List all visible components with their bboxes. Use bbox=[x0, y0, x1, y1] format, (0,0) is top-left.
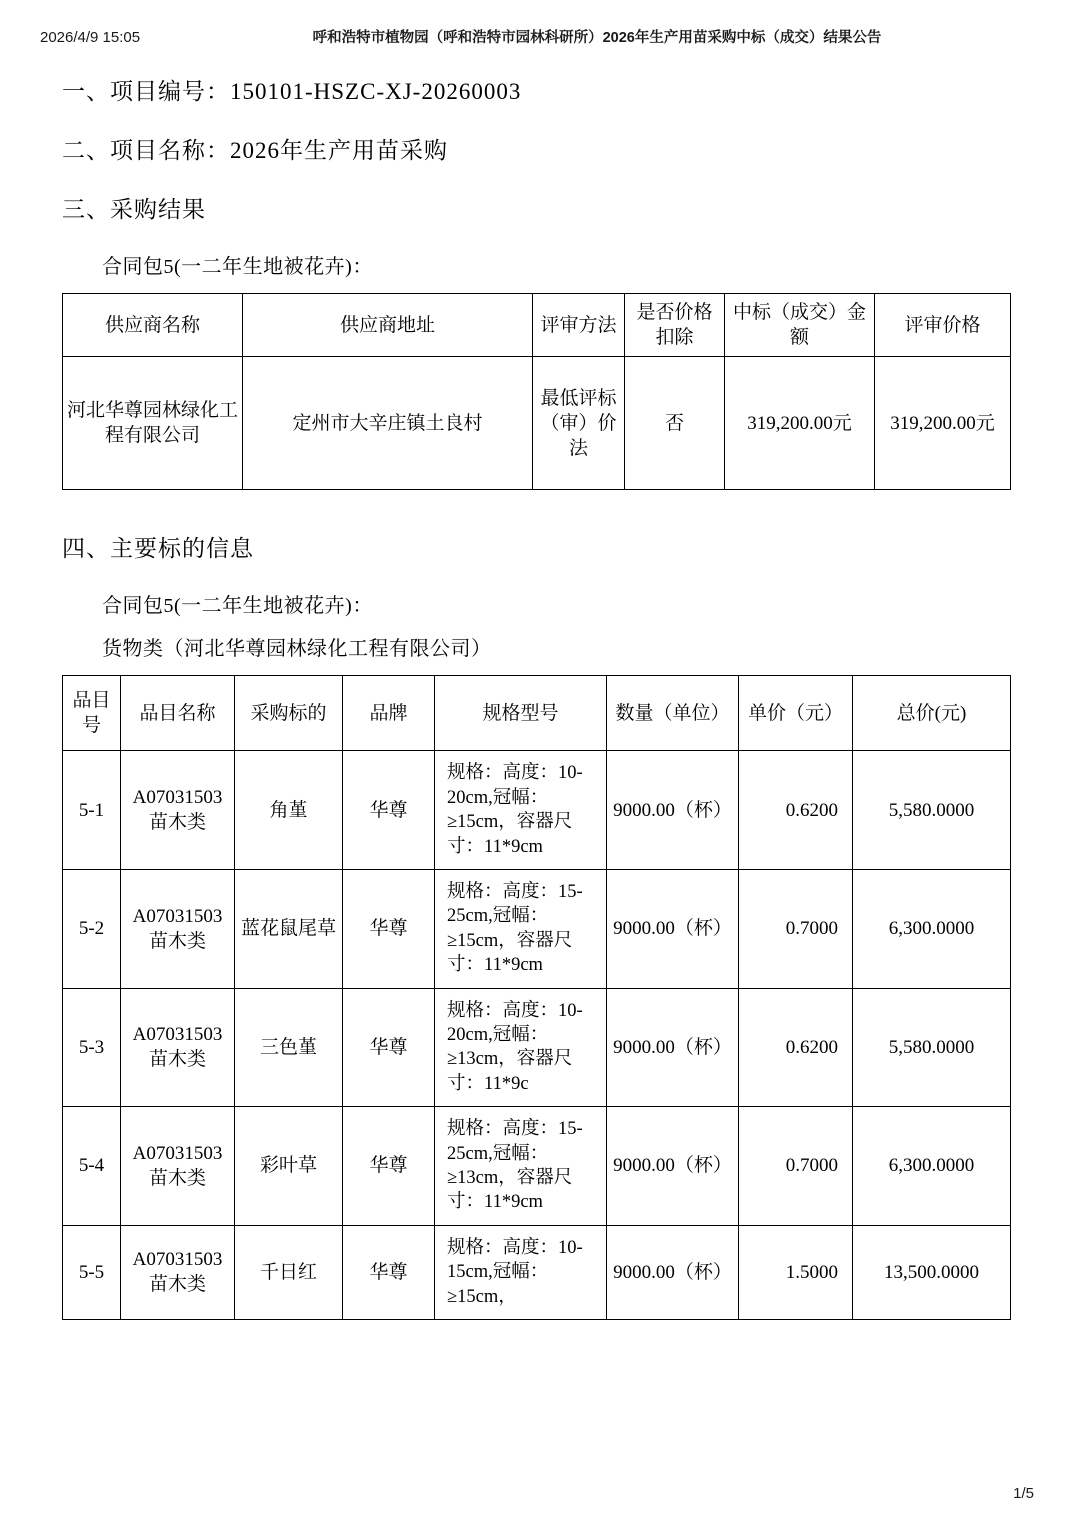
col-total-price: 总价(元) bbox=[853, 676, 1011, 751]
cell-price-deduction: 否 bbox=[625, 357, 725, 490]
cell-purchase-target: 彩叶草 bbox=[235, 1107, 343, 1226]
cell-brand: 华尊 bbox=[343, 1107, 435, 1226]
cell-item-category: A07031503 苗木类 bbox=[121, 988, 235, 1107]
col-supplier-name: 供应商名称 bbox=[63, 294, 243, 357]
cell-quantity: 9000.00（杯） bbox=[607, 988, 739, 1107]
items-header-row bbox=[63, 676, 1011, 751]
goods-category-line: 货物类（河北华尊园林绿化工程有限公司） bbox=[102, 638, 492, 661]
cell-purchase-target: 千日红 bbox=[235, 1225, 343, 1319]
cell-supplier-address: 定州市大辛庄镇土良村 bbox=[243, 357, 533, 490]
page-indicator: 1/5 bbox=[1013, 1485, 1034, 1502]
cell-spec: 规格：高度：10-15cm,冠幅：≥15cm， bbox=[435, 1225, 607, 1319]
table-row bbox=[63, 988, 1011, 1107]
cell-item-no: 5-5 bbox=[63, 1225, 121, 1319]
cell-item-no: 5-1 bbox=[63, 751, 121, 870]
col-quantity: 数量（单位） bbox=[607, 676, 739, 751]
col-purchase-target: 采购标的 bbox=[235, 676, 343, 751]
header-timestamp: 2026/4/9 15:05 bbox=[40, 29, 141, 46]
package-label-result: 合同包5(一二年生地被花卉)： bbox=[102, 256, 373, 278]
cell-unit-price: 0.7000 bbox=[739, 1107, 853, 1226]
cell-spec: 规格：高度：10-20cm,冠幅：≥13cm，容器尺寸：11*9c bbox=[435, 988, 607, 1107]
cell-brand: 华尊 bbox=[343, 1225, 435, 1319]
cell-item-category: A07031503 苗木类 bbox=[121, 1107, 235, 1226]
cell-brand: 华尊 bbox=[343, 869, 435, 988]
project-name-line: 二、项目名称：2026年生产用苗采购 bbox=[62, 138, 448, 163]
table-header-row bbox=[63, 294, 1011, 357]
cell-purchase-target: 角堇 bbox=[235, 751, 343, 870]
cell-item-category: A07031503 苗木类 bbox=[121, 1225, 235, 1319]
cell-spec: 规格：高度：15-25cm,冠幅：≥13cm，容器尺寸：11*9cm bbox=[435, 1107, 607, 1226]
cell-spec: 规格：高度：10-20cm,冠幅：≥15cm，容器尺寸：11*9cm bbox=[435, 751, 607, 870]
col-review-price: 评审价格 bbox=[875, 294, 1011, 357]
cell-brand: 华尊 bbox=[343, 988, 435, 1107]
cell-item-no: 5-4 bbox=[63, 1107, 121, 1226]
table-row bbox=[63, 751, 1011, 870]
purchase-result-table bbox=[62, 293, 1011, 490]
cell-quantity: 9000.00（杯） bbox=[607, 751, 739, 870]
cell-total-price: 6,300.0000 bbox=[853, 1107, 1011, 1226]
main-target-heading: 四、主要标的信息 bbox=[62, 536, 254, 562]
cell-unit-price: 0.7000 bbox=[739, 869, 853, 988]
cell-item-no: 5-3 bbox=[63, 988, 121, 1107]
project-number-line: 一、项目编号：150101-HSZC-XJ-20260003 bbox=[62, 79, 522, 104]
table-row bbox=[63, 357, 1011, 490]
cell-quantity: 9000.00（杯） bbox=[607, 1225, 739, 1319]
items-table bbox=[62, 675, 1011, 1320]
page-header bbox=[40, 26, 1034, 47]
header-title: 呼和浩特市植物园（呼和浩特市园林科研所）2026年生产用苗采购中标（成交）结果公告 bbox=[312, 30, 882, 46]
col-award-amount: 中标（成交）金额 bbox=[725, 294, 875, 357]
cell-purchase-target: 蓝花鼠尾草 bbox=[235, 869, 343, 988]
col-price-deduction: 是否价格扣除 bbox=[625, 294, 725, 357]
cell-supplier-name: 河北华尊园林绿化工程有限公司 bbox=[63, 357, 243, 490]
col-review-method: 评审方法 bbox=[533, 294, 625, 357]
cell-item-no: 5-2 bbox=[63, 869, 121, 988]
table-row bbox=[63, 1107, 1011, 1226]
table-row bbox=[63, 869, 1011, 988]
cell-award-amount: 319,200.00元 bbox=[725, 357, 875, 490]
cell-quantity: 9000.00（杯） bbox=[607, 1107, 739, 1226]
cell-review-price: 319,200.00元 bbox=[875, 357, 1011, 490]
col-supplier-address: 供应商地址 bbox=[243, 294, 533, 357]
cell-total-price: 13,500.0000 bbox=[853, 1225, 1011, 1319]
cell-total-price: 5,580.0000 bbox=[853, 988, 1011, 1107]
col-unit-price: 单价（元） bbox=[739, 676, 853, 751]
cell-review-method: 最低评标（审）价法 bbox=[533, 357, 625, 490]
cell-purchase-target: 三色堇 bbox=[235, 988, 343, 1107]
col-item-category: 品目名称 bbox=[121, 676, 235, 751]
col-brand: 品牌 bbox=[343, 676, 435, 751]
cell-item-category: A07031503 苗木类 bbox=[121, 869, 235, 988]
table-row bbox=[63, 1225, 1011, 1319]
cell-brand: 华尊 bbox=[343, 751, 435, 870]
cell-quantity: 9000.00（杯） bbox=[607, 869, 739, 988]
cell-unit-price: 1.5000 bbox=[739, 1225, 853, 1319]
cell-item-category: A07031503 苗木类 bbox=[121, 751, 235, 870]
col-item-no: 品目号 bbox=[63, 676, 121, 751]
purchase-result-heading: 三、采购结果 bbox=[62, 197, 206, 222]
cell-total-price: 5,580.0000 bbox=[853, 751, 1011, 870]
cell-unit-price: 0.6200 bbox=[739, 988, 853, 1107]
cell-spec: 规格：高度：15-25cm,冠幅：≥15cm，容器尺寸：11*9cm bbox=[435, 869, 607, 988]
cell-total-price: 6,300.0000 bbox=[853, 869, 1011, 988]
cell-unit-price: 0.6200 bbox=[739, 751, 853, 870]
package-label-items: 合同包5(一二年生地被花卉)： bbox=[102, 595, 373, 618]
col-spec-model: 规格型号 bbox=[435, 676, 607, 751]
